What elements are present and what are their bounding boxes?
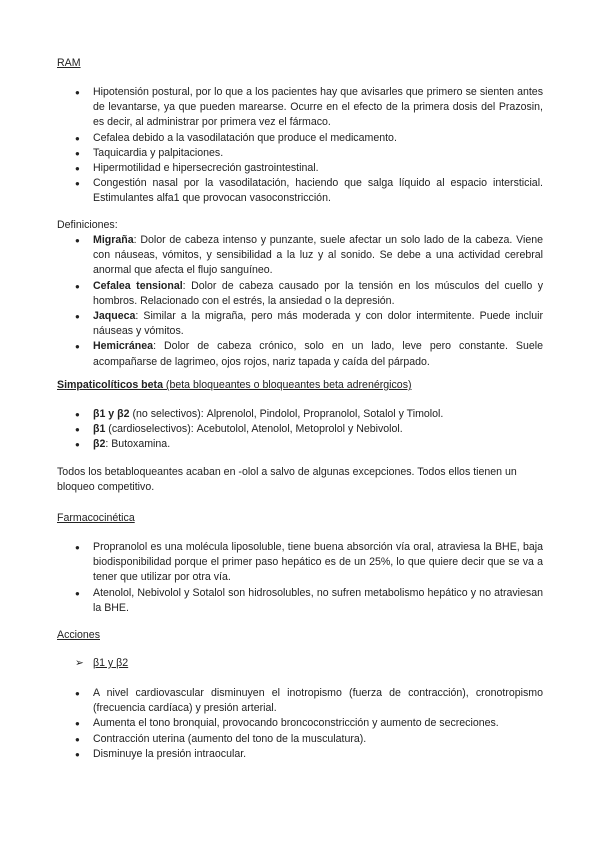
- term: Cefalea tensional: [93, 279, 183, 292]
- heading-bold: Simpaticolíticos beta: [57, 379, 163, 391]
- ram-list: [75, 85, 543, 207]
- term: Hemicránea: [93, 340, 154, 353]
- list-item: [75, 309, 543, 339]
- betabloqueantes-note: Todos los betabloqueantes acaban en -olol a salvo de algunas excepciones. Todos ellos tienen un bloqueo competitivo.: [57, 466, 517, 494]
- farmacocinetica-heading: Farmacocinética: [57, 512, 135, 524]
- acciones-list: [75, 686, 543, 762]
- item-text: (no selectivos): Alprenolol, Pindolol, Propranolol, Sotalol y Timolol.: [129, 408, 444, 420]
- definition: : Similar a la migraña, pero más moderada y con dolor intermitente. Puede incluir náuseas y vómitos.: [93, 310, 543, 338]
- list-item: ● Aumenta el tono bronquial, provocando broncoconstricción y aumento de secreciones.: [75, 716, 543, 731]
- simpaticoliticos-list: [75, 407, 543, 453]
- list-item: ● Hipotensión postural, por lo que a los pacientes hay que avisarles que primero se sienten antes de levantarse, ya que pueden marearse. Ocurre en el efecto de la primera dosis del Prazosin, es decir, al administrar por primera vez el fármaco.: [75, 85, 543, 131]
- acciones-heading: Acciones: [57, 629, 100, 641]
- list-item: [75, 422, 543, 437]
- list-item: ● Atenolol, Nebivolol y Sotalol son hidrosolubles, no sufren metabolismo hepático y no atraviesan la BHE.: [75, 586, 543, 616]
- item-text: : Butoxamina.: [105, 438, 171, 451]
- definition: : Dolor de cabeza causado por la tensión en los músculos del cuello y hombros. Relacionado con el estrés, la ansiedad o la depresión.: [93, 279, 543, 307]
- list-item: [75, 279, 543, 309]
- list-item: [75, 233, 543, 279]
- list-item: [75, 437, 543, 452]
- list-item: ● Cefalea debido a la vasodilatación que produce el medicamento.: [75, 131, 543, 146]
- list-item: ● Congestión nasal por la vasodilatación, haciendo que salga líquido al espacio intersticial. Estimulantes alfa1 que provocan vasoconstricción.: [75, 176, 543, 206]
- list-item: ● Propranolol es una molécula liposoluble, tiene buena absorción vía oral, atraviesa la BHE, baja biodisponibilidad porque el primer paso hepático es de un 25%, lo que quiere decir que se va a tener que utilizar por otra vía.: [75, 540, 543, 586]
- list-item: ● Taquicardia y palpitaciones.: [75, 146, 543, 161]
- list-item: ● Disminuye la presión intraocular.: [75, 747, 543, 762]
- list-item: [75, 407, 543, 422]
- ram-heading: RAM: [57, 57, 81, 69]
- heading-rest: (beta bloqueantes o bloqueantes beta adrenérgicos): [162, 379, 412, 391]
- definiciones-list: [75, 233, 543, 370]
- list-item: ● Hipermotilidad e hipersecreción gastrointestinal.: [75, 161, 543, 176]
- definiciones-heading: Definiciones:: [57, 219, 118, 231]
- list-item: [75, 339, 543, 369]
- term: Migraña: [93, 234, 134, 246]
- term: β1 y β2: [93, 408, 130, 420]
- simpaticoliticos-heading: [57, 378, 412, 393]
- item-text: (cardioselectivos): Acebutolol, Atenolol, Metoprolol y Nebivolol.: [105, 423, 403, 436]
- list-item: ● A nivel cardiovascular disminuyen el inotropismo (fuerza de contracción), cronotropismo (frecuencia cardíaca) y presión arterial.: [75, 686, 543, 716]
- list-item: ● Contracción uterina (aumento del tono de la musculatura).: [75, 732, 543, 747]
- arrow-icon: ➢: [75, 657, 84, 669]
- term: β2: [93, 438, 106, 451]
- farmacocinetica-list: [75, 540, 543, 616]
- term: Jaqueca: [93, 310, 136, 323]
- definition: : Dolor de cabeza intenso y punzante, suele afectar un solo lado de la cabeza. Viene con náuseas, vómitos, y sensibilidad a la luz y al sonido. Se debe a una actividad cerebral anormal que afecta el flujo sanguíneo.: [93, 234, 543, 277]
- term: β1: [93, 423, 106, 436]
- definition: : Dolor de cabeza crónico, solo en un lado, leve pero constante. Suele acompañarse de lagrimeo, ojos rojos, nariz tapada y caída del párpado.: [93, 340, 543, 368]
- subheading-label: β1 y β2: [93, 657, 129, 669]
- acciones-subheading: [75, 656, 128, 671]
